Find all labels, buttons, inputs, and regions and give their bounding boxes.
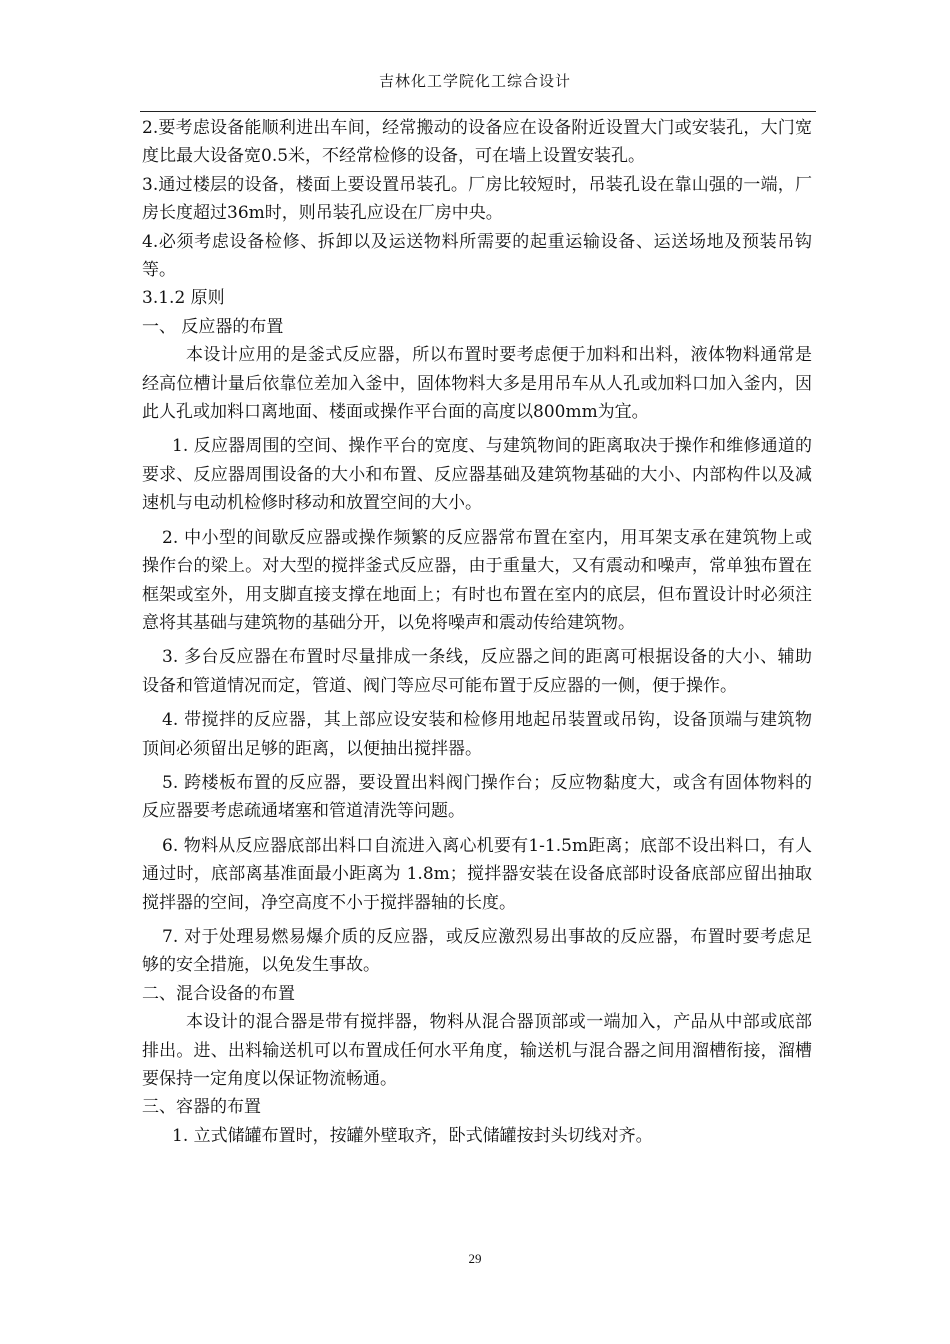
mixer-paragraph: 本设计的混合器是带有搅拌器，物料从混合器顶部或一端加入，产品从中部或底部排出。进、出料输送机可以布置成任何水平角度，输送机与混合器之间用溜槽衔接，溜槽要保持一定角度以保证物流畅通。 — [142, 1012, 812, 1089]
reactor-rule-3: 3. 多台反应器在布置时尽量排成一条线，反应器之间的距离可根据设备的大小、辅助设备和管道情况而定，管道、阀门等应尽可能布置于反应器的一侧，便于操作。 — [142, 647, 812, 696]
reactor-rule-2: 2. 中小型的间歇反应器或操作频繁的反应器常布置在室内，用耳架支承在建筑物上或操作台的梁上。对大型的搅拌釜式反应器，由于重量大，又有震动和噪声，常单独布置在框架或室外，用支脚直接支撑在地面上；有时也布置在室内的底层，但布置设计时必须注意将其基础与建筑物的基础分开，以免将噪声和震动传给建筑物。 — [142, 527, 812, 633]
reactor-intro-paragraph: 本设计应用的是釜式反应器，所以布置时要考虑便于加料和出料，液体物料通常是经高位槽计量后依靠位差加入釜中，固体物料大多是用吊车从人孔或加料口加入釜内，因此人孔或加料口离地面、楼面或操作平台面的高度以800mm为宜。 — [142, 345, 812, 423]
paragraph-item-2: 2.要考虑设备能顺利进出车间，经常搬动的设备应在设备附近设置大门或安装孔，大门宽度比最大设备宽0.5米，不经常检修的设备，可在墙上设置安装孔。 — [142, 118, 812, 167]
section-heading-3-1-2: 3.1.2 原则 — [142, 288, 225, 309]
paragraph-item-3: 3.通过楼层的设备，楼面上要设置吊装孔。厂房比较短时，吊装孔设在靠山强的一端，厂房长度超过36m时，则吊装孔应设在厂房中央。 — [142, 174, 812, 224]
subsection-heading-vessel: 三、容器的布置 — [142, 1097, 261, 1118]
reactor-rule-7: 7. 对于处理易燃易爆介质的反应器，或反应激烈易出事故的反应器，布置时要考虑足够的安全措施，以免发生事故。 — [142, 926, 812, 976]
subsection-heading-reactor: 一、 反应器的布置 — [142, 316, 284, 337]
reactor-rule-4: 4. 带搅拌的反应器，其上部应设安装和检修用地起吊装置或吊钩，设备顶端与建筑物顶间必须留出足够的距离，以便抽出搅拌器。 — [142, 710, 812, 759]
header-rule — [140, 111, 816, 112]
reactor-rule-1: 1. 反应器周围的空间、操作平台的宽度、与建筑物间的距离取决于操作和维修通道的要求、反应器周围设备的大小和布置、反应器基础及建筑物基础的大小、内部构件以及减速机与电动机检修时移动和放置空间的大小。 — [142, 436, 812, 514]
page-number: 29 — [468, 1251, 482, 1266]
running-header: 吉林化工学院化工综合设计 — [378, 72, 571, 90]
subsection-heading-mixer: 二、混合设备的布置 — [142, 983, 295, 1004]
reactor-rule-6: 6. 物料从反应器底部出料口自流进入离心机要有1-1.5m距离；底部不设出料口，有人通过时，底部离基准面最小距离为 1.8m；搅拌器安装在设备底部时设备底部应留出抽取搅拌器的空间，净空高度不小于搅拌器轴的长度。 — [142, 835, 812, 913]
vessel-rule-1: 1. 立式储罐布置时，按罐外壁取齐，卧式储罐按封头切线对齐。 — [172, 1125, 653, 1146]
paragraph-item-4: 4.必须考虑设备检修、拆卸以及运送物料所需要的起重运输设备、运送场地及预装吊钩等。 — [142, 231, 812, 281]
body-text — [142, 114, 812, 1150]
reactor-rule-5: 5. 跨楼板布置的反应器，要设置出料阀门操作台；反应物黏度大，或含有固体物料的反应器要考虑疏通堵塞和管道清洗等问题。 — [142, 772, 812, 822]
